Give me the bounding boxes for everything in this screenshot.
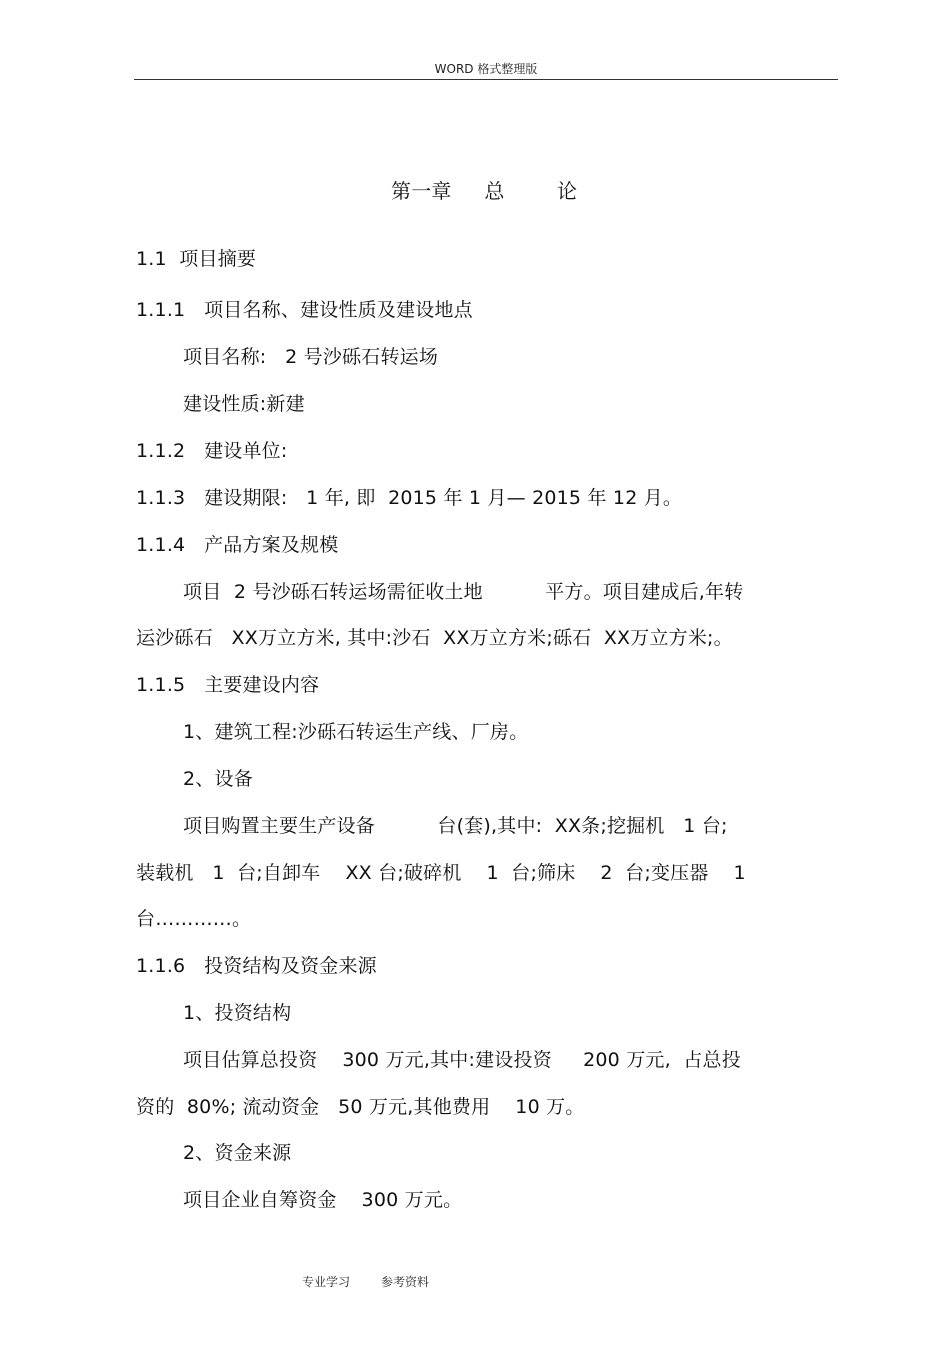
funding-source-text: 项目企业自筹资金 300 万元。 bbox=[183, 1189, 463, 1211]
construction-nature: 建设性质:新建 bbox=[183, 393, 305, 415]
footer-right: 参考资料 bbox=[381, 1275, 430, 1289]
equipment-paragraph-line-1: 项目购置主要生产设备 台(套),其中: XX条;挖掘机 1 台; bbox=[183, 815, 728, 837]
section-1-1-5: 1.1.5 主要建设内容 bbox=[136, 674, 320, 696]
section-1-1-6: 1.1.6 投资结构及资金来源 bbox=[136, 955, 377, 977]
section-1-1: 1.1 项目摘要 bbox=[136, 248, 257, 270]
equipment-heading: 2、设备 bbox=[183, 768, 253, 790]
chapter-title: 第一章 总 论 bbox=[391, 179, 578, 203]
header-rule bbox=[134, 79, 838, 80]
page-header: WORD 格式整理版 bbox=[434, 62, 538, 76]
product-paragraph-line-2: 运沙砾石 XX万立方米, 其中:沙石 XX万立方米;砾石 XX万立方米;。 bbox=[136, 627, 733, 649]
building-works: 1、建筑工程:沙砾石转运生产线、厂房。 bbox=[183, 721, 529, 743]
investment-paragraph-line-1: 项目估算总投资 300 万元,其中:建设投资 200 万元, 占总投 bbox=[183, 1049, 741, 1071]
investment-paragraph-line-2: 资的 80%; 流动资金 50 万元,其他费用 10 万。 bbox=[136, 1096, 585, 1118]
section-1-1-1: 1.1.1 项目名称、建设性质及建设地点 bbox=[136, 299, 473, 321]
equipment-paragraph-line-2: 装载机 1 台;自卸车 XX 台;破碎机 1 台;筛床 2 台;变压器 1 bbox=[136, 862, 746, 884]
section-1-1-2: 1.1.2 建设单位: bbox=[136, 440, 288, 462]
section-1-1-4: 1.1.4 产品方案及规模 bbox=[136, 534, 339, 556]
equipment-paragraph-line-3: 台…………。 bbox=[136, 908, 252, 930]
footer-left: 专业学习 bbox=[302, 1275, 351, 1289]
funding-source-heading: 2、资金来源 bbox=[183, 1142, 292, 1164]
project-name: 项目名称: 2 号沙砾石转运场 bbox=[183, 346, 439, 368]
section-1-1-3: 1.1.3 建设期限: 1 年, 即 2015 年 1 月— 2015 年 12 月。 bbox=[136, 487, 683, 509]
investment-structure-heading: 1、投资结构 bbox=[183, 1002, 292, 1024]
product-paragraph-line-1: 项目 2 号沙砾石转运场需征收土地 平方。项目建成后,年转 bbox=[183, 581, 744, 603]
